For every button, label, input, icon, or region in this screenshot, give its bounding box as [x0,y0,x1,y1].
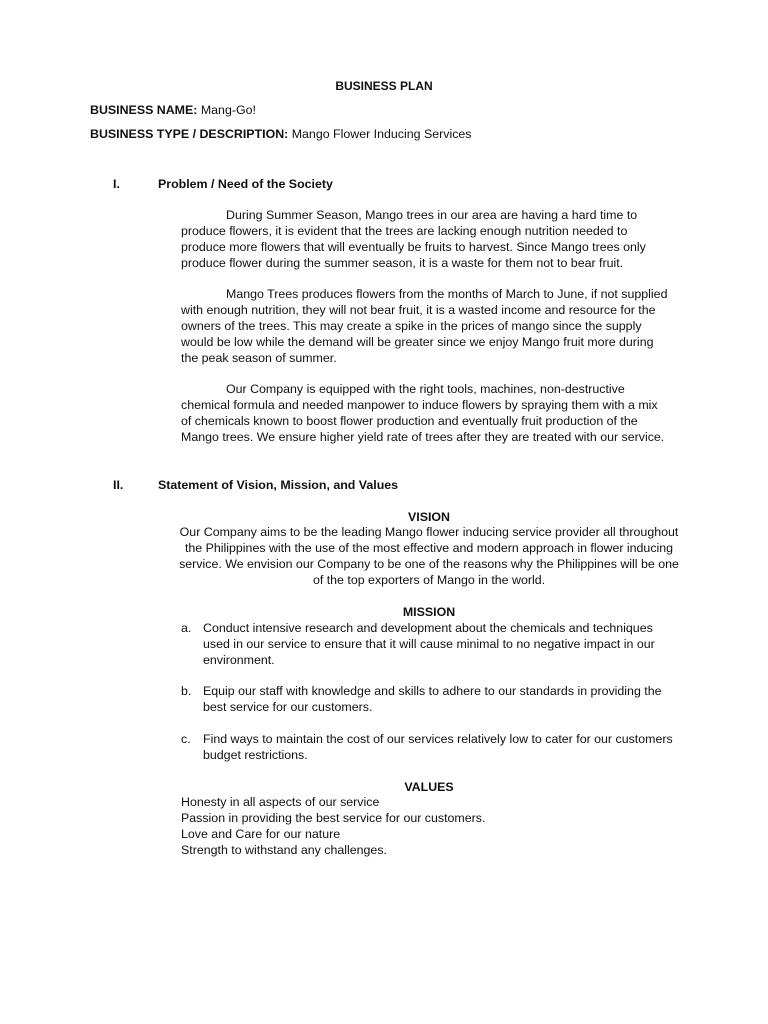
list-marker: c. [181,732,191,746]
mission-heading: MISSION [402,605,456,619]
values-heading: VALUES [404,780,454,794]
section-1-paragraph: During Summer Season, Mango trees in our area are having a hard time to produce flowers, it is evident that the trees are lacking enough nutrition needed to produce more flowers that will eventually be fruits to harvest. Since Mango trees only produce flower during the summer season, it is a waste for them not to bear fruit. [181,208,646,270]
list-item-text: Equip our staff with knowledge and skills to adhere to our standards in providing the best service for our customers. [203,684,662,714]
list-item-text: Conduct intensive research and development about the chemicals and techniques used in our service to ensure that it will cause minimal to no negative impact in our environment. [203,621,655,667]
business-type-value: Mango Flower Inducing Services [288,127,472,141]
section-1-paragraph: Mango Trees produces flowers from the months of March to June, if not supplied with enough nutrition, they will not bear fruit, it is a wasted income and resource for the owners of the trees. This may create a spike in the prices of mango since the supply would be low while the demand will be greater since we enjoy Mango fruit more during the peak season of summer. [181,287,668,365]
section-2-title: Statement of Vision, Mission, and Values [158,478,399,492]
document-title: BUSINESS PLAN [335,79,433,93]
section-2-number: II. [113,478,124,492]
vision-text: Our Company aims to be the leading Mango flower inducing service provider all throughout the Philippines with the use of the most effective and modern approach in flower inducing service. We envision our Company to be one of the reasons why the Philippines will be one of the top exporters of Mango in the world. [179,525,679,587]
business-name-value: Mang-Go! [197,103,256,117]
list-item-text: Find ways to maintain the cost of our services relatively low to cater for our customers budget restrictions. [203,732,673,762]
section-1-number: I. [113,177,120,191]
business-name-line [90,103,256,117]
value-item: Honesty in all aspects of our service [181,795,380,809]
value-item: Strength to withstand any challenges. [181,843,387,857]
value-item: Love and Care for our nature [181,827,341,841]
list-marker: b. [181,684,192,698]
business-type-line [90,127,471,141]
business-type-label: BUSINESS TYPE / DESCRIPTION: [90,127,289,141]
section-1-title: Problem / Need of the Society [158,177,333,191]
vision-heading: VISION [408,510,450,524]
section-1-paragraph: Our Company is equipped with the right tools, machines, non-destructive chemical formula and needed manpower to induce flowers by spraying them with a mix of chemicals known to boost flower production and eventually fruit production of the Mango trees. We ensure higher yield rate of trees after they are treated with our service. [181,382,665,444]
value-item: Passion in providing the best service for our customers. [181,811,486,825]
list-marker: a. [181,621,192,635]
business-name-label: BUSINESS NAME: [90,103,198,117]
